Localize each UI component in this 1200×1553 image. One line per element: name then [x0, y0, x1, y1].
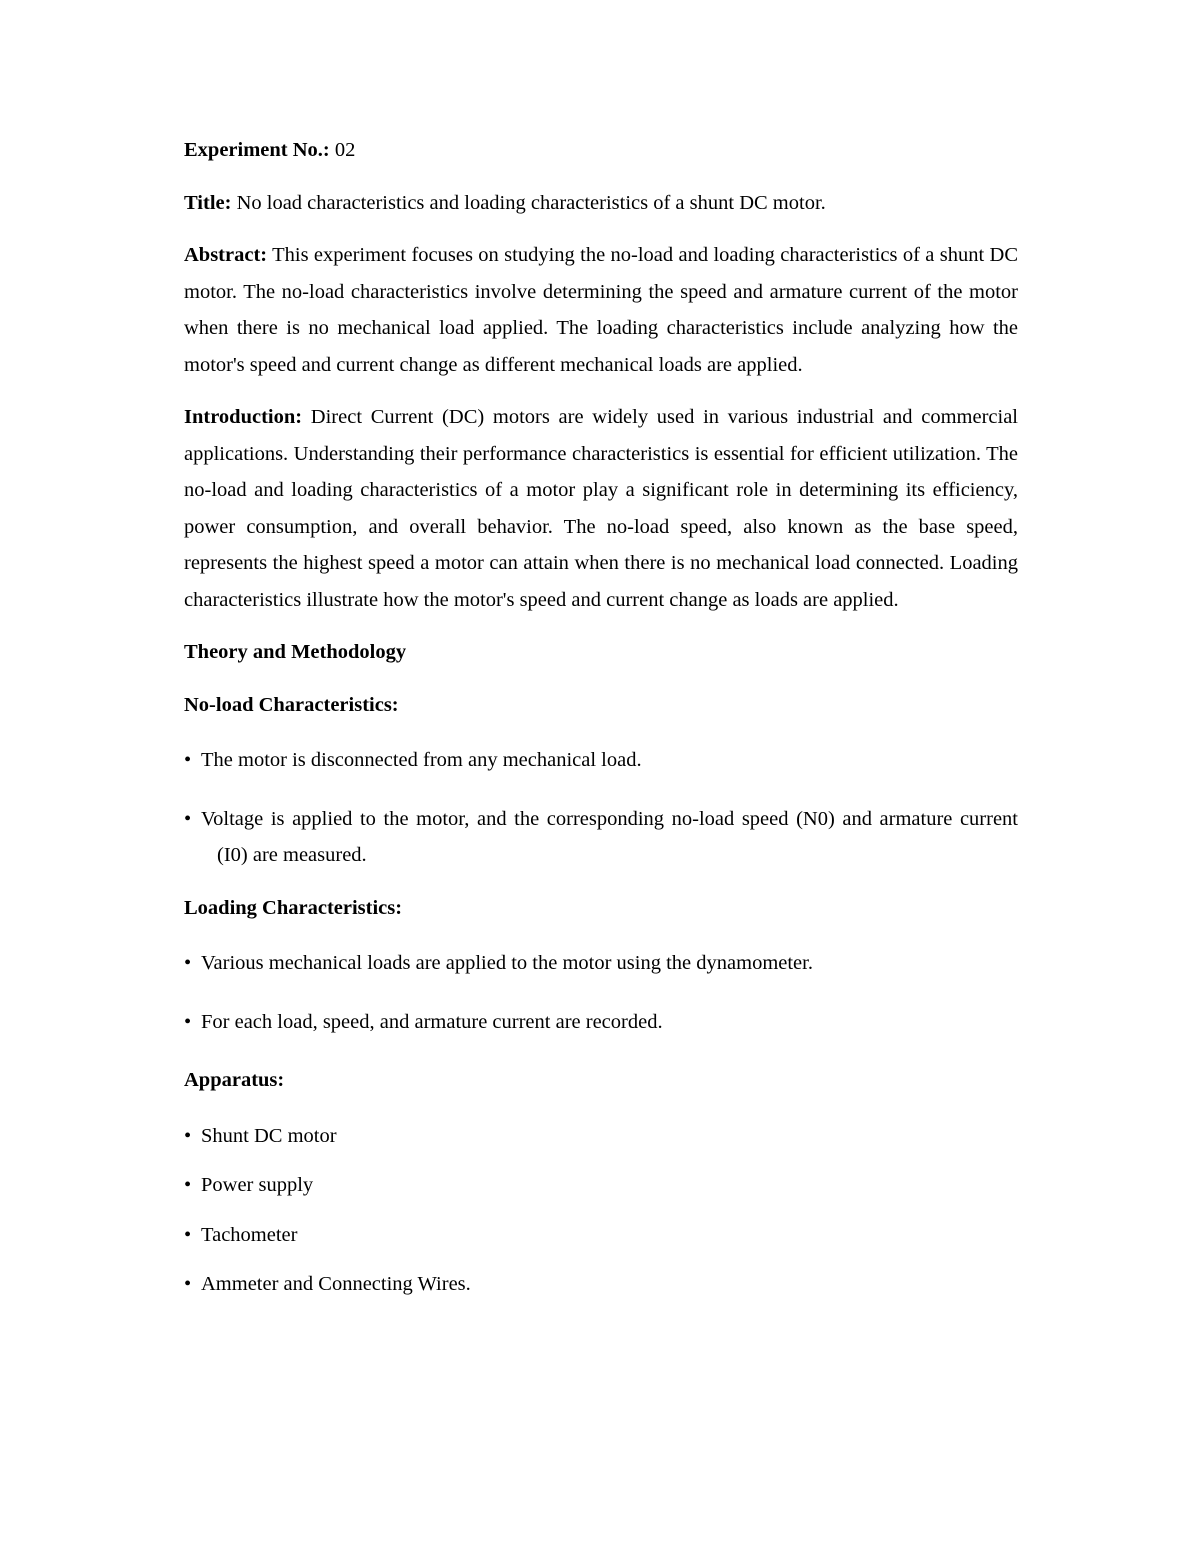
bullet-icon: • [184, 1223, 192, 1246]
experiment-line [184, 132, 1018, 169]
theory-heading: Theory and Methodology [184, 641, 407, 663]
noload-heading: No-load Characteristics: [184, 693, 399, 716]
abstract-text: This experiment focuses on studying the no-load and loading characteristics of a shunt DC motor. The no-load characteristics involve determining the speed and armature current of the motor when there is no mechanical load applied. The loading characteristics include analyzing how the motor's speed and current change as different mechanical loads are applied. [184, 244, 1018, 376]
list-item [184, 1217, 1018, 1254]
title-line [184, 185, 1018, 222]
bullet-icon: • [184, 807, 192, 830]
list-item [184, 801, 1018, 874]
list-item-text: Various mechanical loads are applied to the motor using the dynamometer. [201, 952, 813, 974]
list-item-text: For each load, speed, and armature current are recorded. [201, 1010, 663, 1033]
bullet-icon: • [184, 1273, 192, 1295]
list-item-text: Power supply [201, 1174, 314, 1196]
abstract-label: Abstract: [184, 244, 268, 266]
list-item [184, 1167, 1018, 1204]
bullet-icon: • [184, 749, 192, 771]
list-item [184, 1266, 1018, 1303]
abstract-paragraph [184, 237, 1018, 383]
introduction-text: Direct Current (DC) motors are widely used in various industrial and commercial applications. Understanding their performance characteristics is essential for efficient utilization. The no-load and loading characteristics of a motor play a significant role in determining its efficiency, power consumption, and overall behavior. The no-load speed, also known as the base speed, represents the highest speed a motor can attain when there is no mechanical load connected. Loading characteristics illustrate how the motor's speed and current change as loads are applied. [184, 406, 1018, 611]
loading-heading: Loading Characteristics: [184, 896, 403, 919]
bullet-icon: • [184, 1010, 192, 1033]
list-item [184, 945, 1018, 982]
bullet-icon: • [184, 1124, 192, 1147]
list-item-text: The motor is disconnected from any mechanical load. [201, 749, 642, 771]
bullet-icon: • [184, 952, 192, 974]
experiment-label: Experiment No.: [184, 139, 330, 161]
introduction-paragraph [184, 399, 1018, 618]
bullet-icon: • [184, 1174, 192, 1196]
list-item-text: Ammeter and Connecting Wires. [201, 1273, 471, 1295]
list-item-text: Voltage is applied to the motor, and the corresponding no-load speed (N0) and armature current (I0) are measured. [201, 807, 1018, 866]
title-text: No load characteristics and loading characteristics of a shunt DC motor. [231, 191, 826, 214]
apparatus-heading: Apparatus: [184, 1069, 285, 1091]
list-item-text: Tachometer [201, 1223, 298, 1246]
introduction-label: Introduction: [184, 406, 303, 428]
title-label: Title: [184, 191, 232, 214]
experiment-number: 02 [329, 139, 356, 161]
document-page [184, 132, 1018, 1303]
list-item [184, 742, 1018, 779]
list-item [184, 1118, 1018, 1155]
list-item [184, 1004, 1018, 1041]
list-item-text: Shunt DC motor [201, 1124, 337, 1147]
